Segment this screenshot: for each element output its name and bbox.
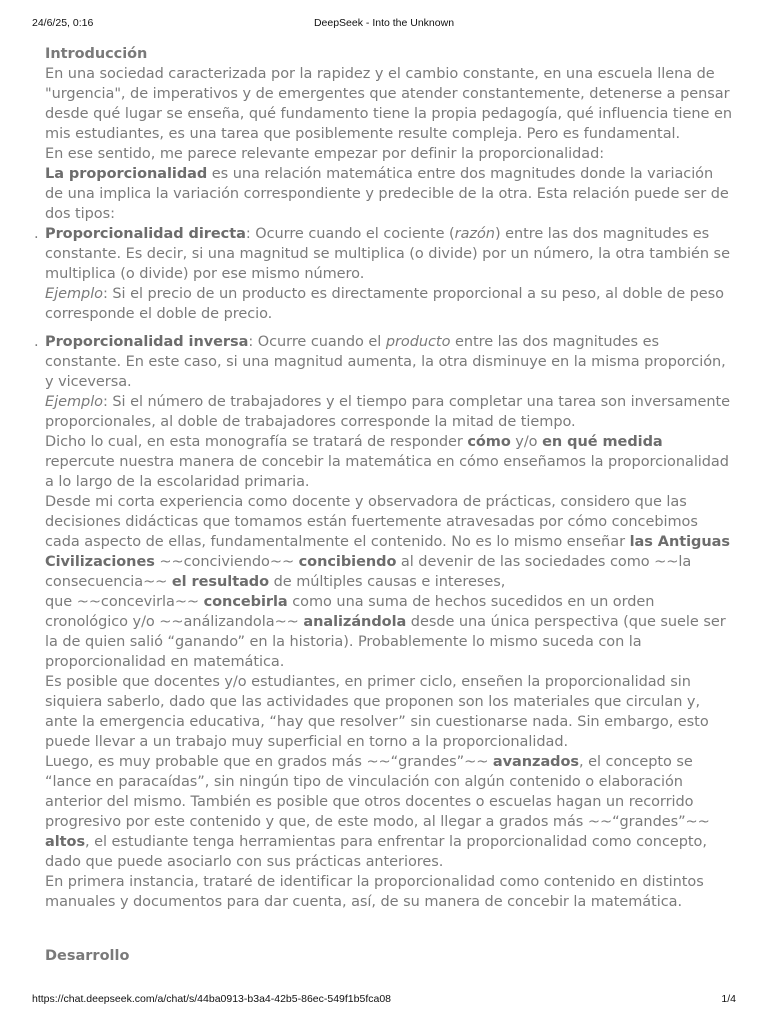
definition-term: La proporcionalidad [45,166,208,182]
p5-text-d: de múltiples causas e intereses, [269,574,506,590]
document-body [34,44,735,912]
p4-bold-2: en qué medida [542,434,663,450]
p6-text-c: desde una única perspectiva (que suele ser la de quien salió “ganando” en la historia). Probablemente lo mismo suceda con la proporcionalidad en matemática. [45,614,726,670]
p6-text-a: que ~~concevirla~~ [45,594,204,610]
p6-bold-2: analizándola [303,614,407,630]
direct-term: Proporcionalidad directa [45,226,246,242]
p4-text-a: Dicho lo cual, en esta monografía se tratará de responder [45,434,468,450]
intro-paragraph-6 [45,592,735,672]
p6-text-b: como una suma de hechos sucedidos en un orden cronológico y/o ~~análizandola~~ [45,594,655,630]
p4-text-c: repercute nuestra manera de concebir la matemática en cómo enseñamos la proporcionalidad a lo largo de la escolaridad primaria. [45,454,729,490]
p8-text-c: , el estudiante tenga herramientas para enfrentar la proporcionalidad como concepto, dado que puede asociarlo con sus prácticas anteriores. [45,834,707,870]
p4-text-b: y/o [510,434,543,450]
print-date: 24/6/25, 0:16 [32,17,94,29]
definition-paragraph [45,164,735,224]
p5-text-b: ~~conciviendo~~ [154,554,299,570]
intro-paragraph-9: En primera instancia, trataré de identificar la proporcionalidad como contenido en distintos manuales y documentos para dar cuenta, así, de su manera de concebir la matemática. [45,874,704,910]
direct-example [45,284,735,324]
direct-definition [45,224,735,284]
list-item-direct [34,224,735,324]
intro-paragraph-7: Es posible que docentes y/o estudiantes, en primer ciclo, enseñen la proporcionalidad sin siquiera saberlo, dado que las actividades que proponen son los materiales que circulan y, ante la emergencia educativa, “hay que resolver” sin cuestionarse nada. Sin embargo, esto puede llevar a un trabajo muy superficial en torno a la proporcionalidad. [45,674,709,750]
p5-text-a: Desde mi corta experiencia como docente y observadora de prácticas, considero que las decisiones didácticas que tomamos están fuertemente atravesadas por cómo concebimos cada aspecto de ellas, fundamentalmente el contenido. No es lo mismo enseñar [45,494,698,550]
intro-paragraph-4 [45,432,735,492]
print-url: https://chat.deepseek.com/a/chat/s/44ba0913-b3a4-42b5-86ec-549f1b5fca08 [32,993,392,1005]
development-heading: Desarrollo [45,948,130,964]
p5-text-c: al devenir de las sociedades como ~~la consecuencia~~ [45,554,692,590]
direct-example-label: Ejemplo [45,286,103,302]
inverse-italic: producto [385,334,451,350]
p8-bold-1: avanzados [492,754,579,770]
inverse-example-label: Ejemplo [45,394,103,410]
page-number: 1/4 [721,993,736,1005]
intro-paragraph-2: En ese sentido, me parece relevante empezar por definir la proporcionalidad: [45,146,605,162]
p8-text-b: , el concepto se “lance en paracaídas”, sin ningún tipo de vinculación con algún contenido o elaboración anterior del mismo. También es posible que otros docentes o escuelas hagan un recorrido progresivo por este contenido y que, de este modo, al llegar a grados más ~~“grandes”~~ [45,754,710,830]
inverse-definition [45,332,735,392]
p8-text-a: Luego, es muy probable que en grados más ~~“grandes”~~ [45,754,493,770]
intro-heading: Introducción [45,46,148,62]
p5-bold-1: las Antiguas Civilizaciones [45,534,730,570]
p5-bold-3: el resultado [171,574,270,590]
p6-bold-1: concebirla [203,594,288,610]
direct-example-text: : Si el precio de un producto es directamente proporcional a su peso, al doble de peso corresponde el doble de precio. [45,286,724,322]
print-footer [0,993,768,1009]
definition-text: es una relación matemática entre dos magnitudes donde la variación de una implica la variación correspondiente y predecible de la otra. Esta relación puede ser de dos tipos: [45,166,729,222]
direct-italic: razón [454,226,495,242]
bullet-mark: . [34,334,39,350]
direct-text-b: ) entre las dos magnitudes es constante. Es decir, si una magnitud se multiplica (o divide) por un número, la otra también se multiplica (o divide) por ese mismo número. [45,226,730,282]
inverse-text-b: entre las dos magnitudes es constante. En este caso, si una magnitud aumenta, la otra disminuye en la misma proporción, y viceversa. [45,334,726,390]
direct-text-a: : Ocurre cuando el cociente ( [245,226,455,242]
intro-paragraph-1: En una sociedad caracterizada por la rapidez y el cambio constante, en una escuela llena de "urgencia", de imperativos y de emergentes que atender constantemente, detenerse a pensar desde qué lugar se enseña, qué fundamento tiene la propia pedagogía, qué influencia tiene en mis estudiantes, es una tarea que posiblemente resulte compleja. Pero es fundamental. [45,66,732,142]
inverse-term: Proporcionalidad inversa [45,334,249,350]
p4-bold-1: cómo [467,434,511,450]
inverse-text-a: : Ocurre cuando el [248,334,386,350]
inverse-example-text: : Si el número de trabajadores y el tiempo para completar una tarea son inversamente proporcionales, al doble de trabajadores corresponde la mitad de tiempo. [45,394,731,430]
intro-paragraph-8 [45,752,735,872]
intro-paragraph-5 [45,492,735,592]
p5-bold-2: concibiendo [298,554,397,570]
p8-bold-2: altos [45,834,86,850]
bullet-mark: . [34,226,39,242]
inverse-example [45,392,735,432]
list-item-inverse [34,332,735,432]
print-title: DeepSeek - Into the Unknown [313,17,455,29]
print-header [0,14,768,30]
